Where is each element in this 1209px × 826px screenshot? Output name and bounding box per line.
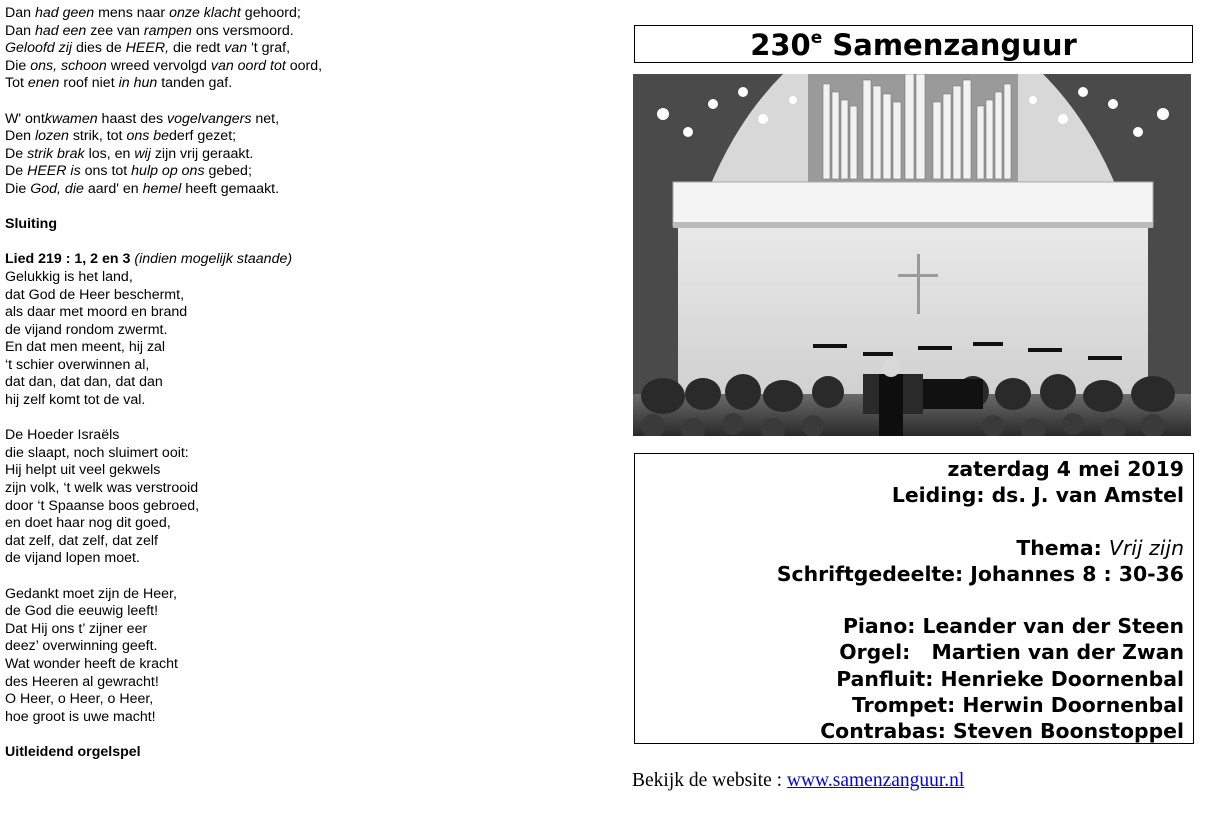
text-segment: tanden gaf. [157,75,233,92]
service-leading: Leiding: ds. J. van Amstel [891,483,1184,508]
psalm-stanza-2 [5,111,565,199]
text-segment: kwamen [44,110,98,127]
lied-verse-line: deez’ overwinning geeft. [5,638,158,655]
service-info-box [634,453,1194,744]
text-segment: haast des [97,110,168,127]
text-segment: 't graf, [247,40,291,57]
musician-piano: Piano: Leander van der Steen [842,614,1184,639]
text-segment: los, en [84,145,135,162]
heading-sluiting: Sluiting [5,216,58,233]
lied-verse-line: O Heer, o Heer, o Heer, [5,691,154,708]
text-segment: Die [5,180,31,197]
lied-heading: Lied 219 : 1, 2 en 3 [5,251,131,268]
psalm-verse-line [5,40,565,58]
text-segment: HEER, [125,40,170,57]
text-segment: Tot [5,75,28,92]
lied-verse-line: en doet haar nog dit goed, [5,515,171,532]
text-segment: God, die [30,180,84,197]
musician-trumpet: Trompet: Herwin Doornenbal [851,692,1184,717]
text-segment: Die [5,57,31,74]
website-link[interactable]: www.samenzanguur.nl [786,770,965,791]
text-segment: net, [251,110,280,127]
lied-verse-line: hij zelf komt tot de val. [5,392,146,409]
text-segment: Geloofd zij [5,40,73,57]
musician-panflute: Panfluit: Henrieke Doornenbal [836,666,1184,691]
psalm-verse-line [5,163,565,181]
text-segment: hemel [142,180,182,197]
lied-verse-line: hoe groot is uwe macht! [5,708,156,725]
title-name: Samenzanguur [822,28,1077,62]
lied-verse-line: Dat Hij ons t’ zijner eer [5,620,148,637]
text-segment: wij [134,145,151,162]
text-segment: in hun [118,75,158,92]
lied-verse-line: zijn volk, ‘t welk was verstrooid [5,480,199,497]
lied-verse-line: Gelukkig is het land, [5,268,133,285]
text-segment: heeft gemaakt. [181,180,280,197]
lied-verse-line: dat God de Heer beschermt, [5,286,185,303]
text-segment: Den [5,128,35,145]
text-segment: roof niet [59,75,119,92]
title-number: 230 [750,28,811,62]
text-segment: van [224,40,248,57]
text-segment: rampen [143,22,192,39]
lied-verse-line: des Heeren al gewracht! [5,673,159,690]
text-segment: Dan [5,5,35,21]
text-segment: lozen [34,128,69,145]
lied-heading-line [5,251,565,269]
lied-verse-line: De Hoeder Israëls [5,427,120,444]
text-segment: De [5,163,28,180]
website-label: Bekijk de website : [632,770,787,791]
service-scripture: Schriftgedeelte: Johannes 8 : 30-36 [776,561,1184,586]
title-superscript: e [810,28,823,48]
text-segment: hulp op ons [131,163,205,180]
text-segment: had geen [34,5,95,21]
text-segment: gebed; [204,163,252,180]
text-segment: dies de [72,40,126,57]
text-segment: onze klacht [169,5,241,21]
psalm-verse-line [5,146,565,164]
text-segment: ons versmoord. [191,22,294,39]
lied-note: (indien mogelijk staande) [134,251,293,268]
text-segment: mens naar [94,5,170,21]
text-segment: wreed vervolgd [106,57,211,74]
lied-stanza-2 [5,427,565,568]
theme-label: Thema: [1016,535,1109,560]
text-segment: die redt [169,40,225,57]
text-segment: ons be [126,128,170,145]
lied-verse-line: Hij helpt uit veel gekwels [5,462,161,479]
text-segment: strik, tot [68,128,127,145]
psalm-verse-line [5,111,565,129]
psalm-verse-line [5,75,565,93]
text-segment: zijn vrij geraakt. [150,145,254,162]
service-theme [635,535,1184,561]
theme-value: Vrij zijn [1108,535,1184,560]
service-date: zaterdag 4 mei 2019 [947,457,1184,481]
psalm-verse-line [5,181,565,199]
lied-verse-line: die slaapt, noch sluimert ooit: [5,444,189,461]
lied-stanza-1 [5,269,565,410]
lied-verse-line: Gedankt moet zijn de Heer, [5,585,177,602]
psalm-verse-line [5,58,565,76]
website-line [632,769,1192,793]
lied-verse-line: Wat wonder heeft de kracht [5,655,178,672]
text-segment: W' ont [5,110,45,127]
page-title [634,25,1193,63]
lied-verse-line: de God die eeuwig leeft! [5,603,159,620]
text-segment: strik brak [27,145,85,162]
musician-double-bass: Contrabas: Steven Boonstoppel [820,719,1184,743]
heading-outro: Uitleidend orgelspel [5,743,141,760]
psalm-verse-line [5,5,565,23]
lied-verse-line: door ‘t Spaanse boos gebroed, [5,497,200,514]
text-segment: had een [34,22,87,39]
text-segment: ons, schoon [30,57,107,74]
musician-organ: Orgel: Martien van der Zwan [839,640,1184,665]
text-segment: vogelvangers [167,110,252,127]
psalm-verse-line [5,23,565,41]
lied-stanza-3 [5,586,565,727]
text-segment: enen [27,75,60,92]
text-segment: gehoord; [240,5,301,21]
text-segment: oord, [285,57,323,74]
psalm-verse-line [5,128,565,146]
lied-verse-line: dat dan, dat dan, dat dan [5,374,163,391]
lied-verse-line: de vijand rondom zwermt. [5,321,168,338]
church-concert-photo [633,74,1191,436]
lied-verse-line: ‘t schier overwinnen al, [5,356,150,373]
text-segment: HEER is [27,163,81,180]
text-segment: zee van [86,22,144,39]
text-segment: derf gezet; [169,128,237,145]
psalm-stanza-1 [5,5,565,93]
lied-verse-line: dat zelf, dat zelf, dat zelf [5,532,158,549]
hymn-text-column [5,5,565,762]
text-segment: Dan [5,22,35,39]
lied-verse-line: de vijand lopen moet. [5,550,140,567]
text-segment: van oord tot [210,57,286,74]
lied-verse-line: als daar met moord en brand [5,304,188,321]
lied-verse-line: En dat men meent, hij zal [5,339,166,356]
text-segment: ons tot [80,163,132,180]
text-segment: aard' en [83,180,143,197]
text-segment: De [5,145,28,162]
